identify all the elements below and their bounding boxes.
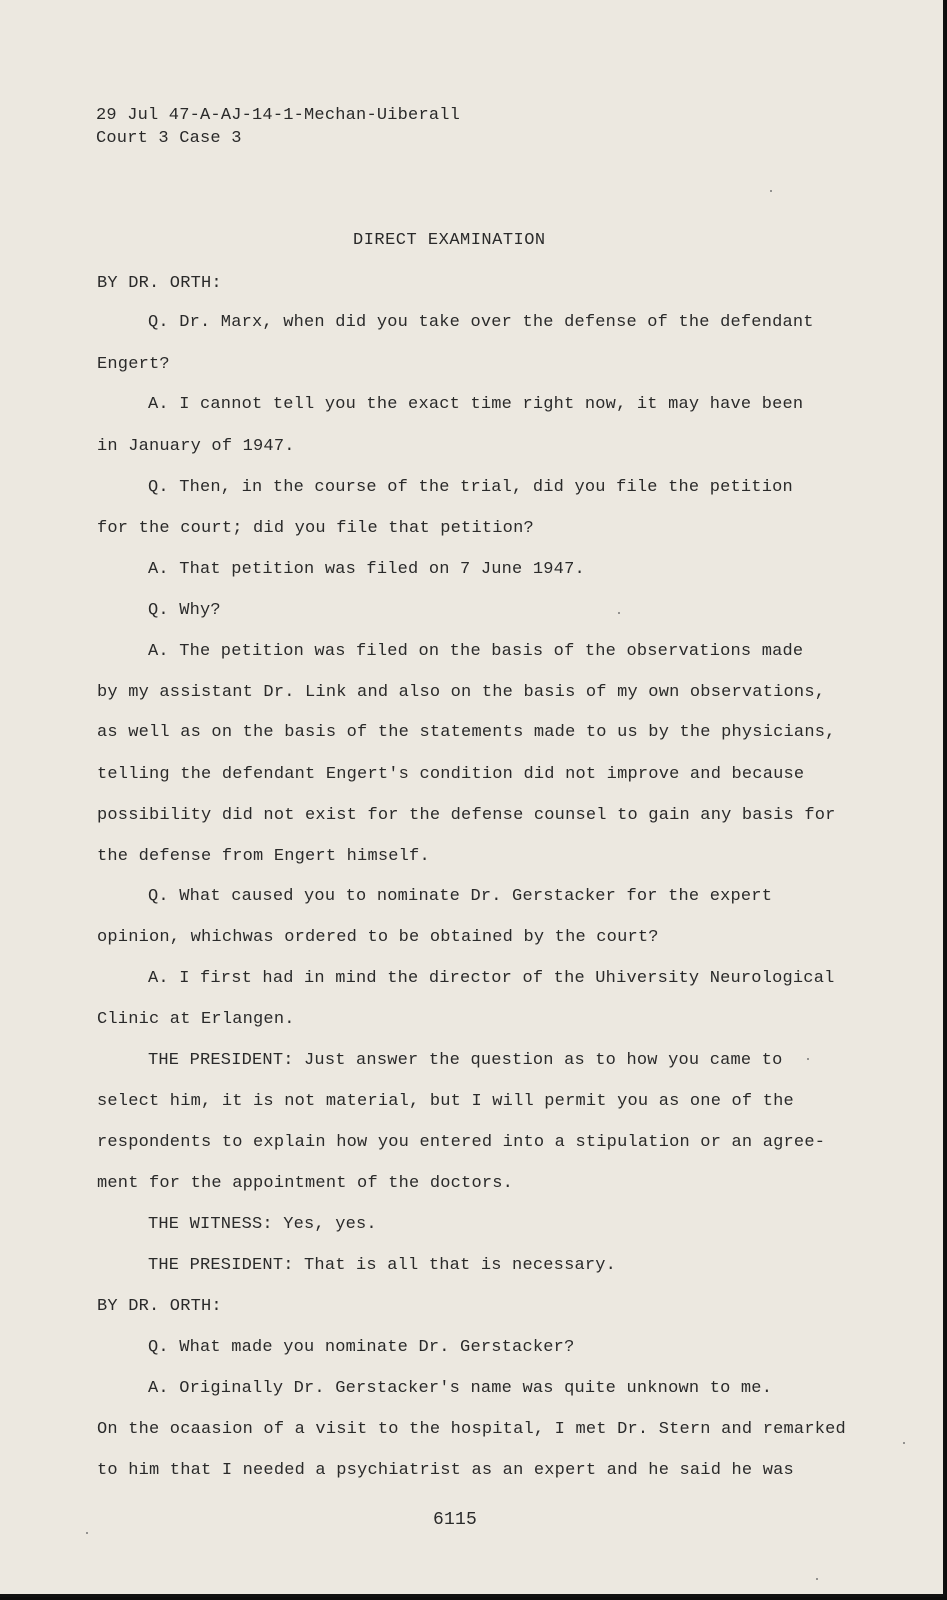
- answer-line: A. That petition was filed on 7 June 1947.: [148, 560, 585, 579]
- scan-speck: [816, 1578, 818, 1580]
- header-court-line: Court 3 Case 3: [96, 129, 242, 148]
- page-number: 6115: [433, 1510, 478, 1530]
- question-line: opinion, whichwas ordered to be obtained by the court?: [97, 928, 659, 947]
- question-line: Q. Dr. Marx, when did you take over the defense of the defendant: [148, 313, 814, 332]
- answer-line: as well as on the basis of the statements made to us by the physicians,: [97, 723, 836, 742]
- answer-line: to him that I needed a psychiatrist as an expert and he said he was: [97, 1461, 794, 1480]
- answer-line: A. I first had in mind the director of the Uhiversity Neurological: [148, 969, 835, 988]
- scan-speck: [903, 1442, 905, 1444]
- section-title: DIRECT EXAMINATION: [353, 231, 546, 250]
- question-line: Q. What caused you to nominate Dr. Gerstacker for the expert: [148, 887, 773, 906]
- scan-speck: [618, 612, 620, 614]
- header-reference-line: 29 Jul 47-A-AJ-14-1-Mechan-Uiberall: [96, 106, 461, 125]
- examiner-label: BY DR. ORTH:: [97, 274, 222, 293]
- witness-statement-line: THE WITNESS: Yes, yes.: [148, 1215, 377, 1234]
- answer-line: in January of 1947.: [97, 437, 295, 456]
- answer-line: by my assistant Dr. Link and also on the basis of my own observations,: [97, 683, 826, 702]
- scan-speck: [807, 1058, 809, 1060]
- president-statement-line: THE PRESIDENT: Just answer the question as to how you came to: [148, 1051, 783, 1070]
- president-statement-line: respondents to explain how you entered into a stipulation or an agree-: [97, 1133, 826, 1152]
- president-statement-line: ment for the appointment of the doctors.: [97, 1174, 514, 1193]
- scan-speck: [770, 190, 772, 192]
- answer-line: the defense from Engert himself.: [97, 847, 430, 866]
- question-line: for the court; did you file that petition?: [97, 519, 534, 538]
- question-line: Engert?: [97, 355, 170, 374]
- answer-line: A. Originally Dr. Gerstacker's name was quite unknown to me.: [148, 1379, 773, 1398]
- president-statement-line: select him, it is not material, but I will permit you as one of the: [97, 1092, 794, 1111]
- question-line: Q. What made you nominate Dr. Gerstacker?: [148, 1338, 575, 1357]
- question-line: Q. Then, in the course of the trial, did you file the petition: [148, 478, 793, 497]
- question-line: Q. Why?: [148, 601, 221, 620]
- answer-line: telling the defendant Engert's condition did not improve and because: [97, 765, 805, 784]
- answer-line: A. The petition was filed on the basis of the observations made: [148, 642, 804, 661]
- answer-line: possibility did not exist for the defense counsel to gain any basis for: [97, 806, 836, 825]
- answer-line: Clinic at Erlangen.: [97, 1010, 295, 1029]
- scan-speck: [86, 1532, 88, 1534]
- answer-line: On the ocaasion of a visit to the hospital, I met Dr. Stern and remarked: [97, 1420, 846, 1439]
- president-statement-line: THE PRESIDENT: That is all that is necessary.: [148, 1256, 617, 1275]
- examiner-label: BY DR. ORTH:: [97, 1297, 222, 1316]
- answer-line: A. I cannot tell you the exact time right now, it may have been: [148, 395, 804, 414]
